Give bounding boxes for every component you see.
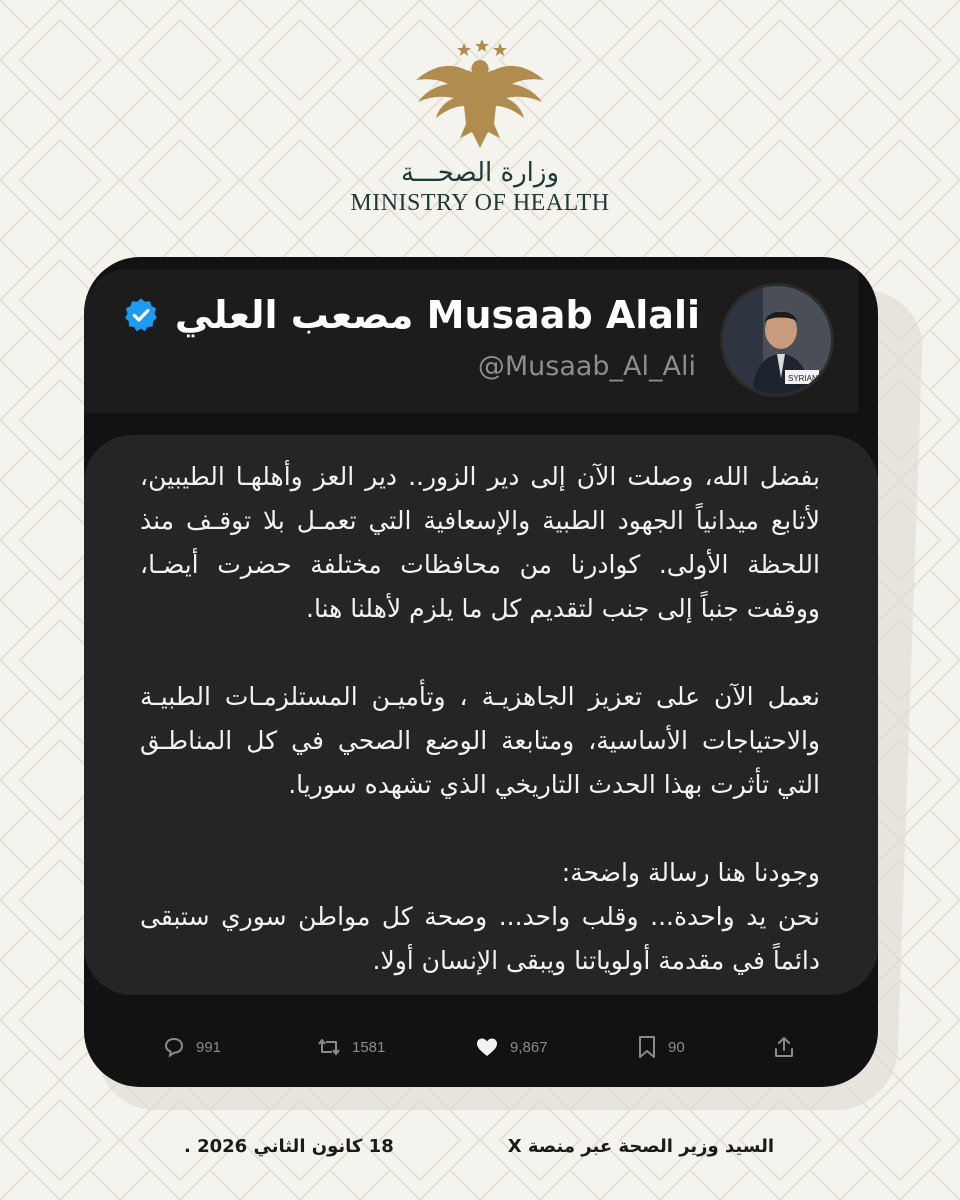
tweet-text <box>140 455 820 1027</box>
ministry-name-english: MINISTRY OF HEALTH <box>350 190 610 216</box>
tweet-actions <box>84 1027 878 1067</box>
bookmark-icon <box>636 1035 658 1059</box>
tweet-card <box>84 257 878 1087</box>
reply-button[interactable] <box>162 1035 221 1059</box>
repost-button[interactable] <box>316 1035 385 1059</box>
eagle-emblem-icon <box>410 40 550 152</box>
tweet-paragraph-1: بفضل الله، وصلت الآن إلى دير الزور.. دير العز وأهلهـا الطيبين، لأتابع ميدانياً الجهود الطبية والإسعافية التي تعمـل بلا توقـف منذ اللحظة الأولى. كوادرنا من محافظات مختلفة حضرت أيضـا، ووقفت جنباً إلى جنب لتقديم كل ما يلزم لأهلنا هنا. <box>140 462 820 623</box>
ministry-name-arabic: وزارة الصحـــة <box>400 158 560 188</box>
reply-count: 991 <box>196 1038 222 1056</box>
reply-icon <box>162 1035 186 1059</box>
like-button[interactable] <box>474 1035 548 1059</box>
heart-icon <box>474 1035 500 1059</box>
post-date: 18 كانون الثاني 2026 . <box>184 1136 394 1157</box>
repost-icon <box>316 1035 342 1059</box>
avatar-badge-text: SYRIAN <box>788 374 818 383</box>
tweet-paragraph-3: وجودنا هنا رسالة واضحة: نحن يد واحدة... وقلب واحد... وصحة كل مواطن سوري ستبقى دائماً في مقدمة أولوياتنا ويبقى الإنسان أولا. <box>140 858 820 975</box>
tweet-paragraph-2: نعمل الآن على تعزيز الجاهزيـة ، وتأميـن المستلزمـات الطبيـة والاحتياجات الأساسية، ومتابعة الوضع الصحي في كل المناطـق التي تأثرت بهذا الحدث التاريخي الذي تشهده سوريا. <box>140 682 820 799</box>
verified-badge-icon <box>123 297 159 333</box>
repost-count: 1581 <box>352 1038 386 1056</box>
like-count: 9,867 <box>510 1038 548 1056</box>
author-handle[interactable]: @Musaab_Al_Ali <box>477 351 696 382</box>
bookmark-button[interactable] <box>636 1035 685 1059</box>
share-button[interactable] <box>772 1035 796 1059</box>
bookmark-count: 90 <box>668 1038 685 1056</box>
post-source: السيد وزير الصحة عبر منصة X <box>507 1136 774 1157</box>
ministry-logo <box>0 40 960 217</box>
author-row <box>123 293 700 337</box>
avatar[interactable] <box>720 283 834 397</box>
avatar-photo <box>723 286 831 394</box>
share-icon <box>772 1035 796 1059</box>
author-display-name[interactable]: مصعب العلي Musaab Alali <box>174 293 700 337</box>
